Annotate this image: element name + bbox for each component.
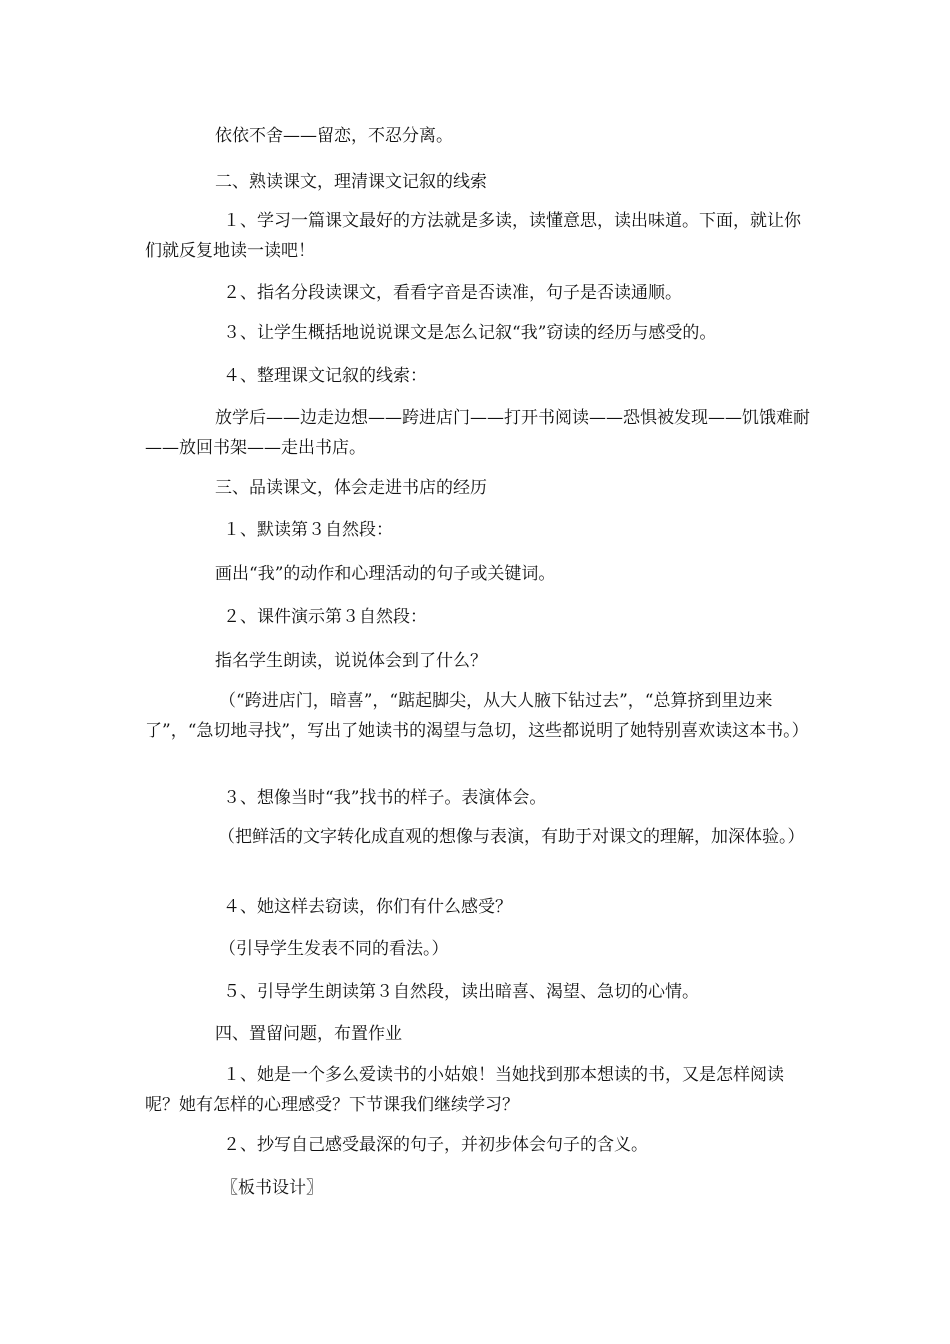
paragraph-step-4-2: ２、抄写自己感受最深的句子，并初步体会句子的含义。 bbox=[223, 1135, 648, 1155]
section-heading-4: 四、置留问题，布置作业 bbox=[215, 1024, 402, 1044]
paragraph-step-2-2: ２、指名分段读课文，看看字音是否读准，句子是否读通顺。 bbox=[223, 283, 682, 303]
paragraph-step-3-1: １、默读第３自然段： bbox=[223, 520, 393, 540]
paragraph-clue-sequence: 放学后——边走边想——跨进店门——打开书阅读——恐惧被发现——饥饿难耐——放回书架——走出书店。 bbox=[145, 408, 810, 458]
paragraph-step-2-1: １、学习一篇课文最好的方法就是多读，读懂意思，读出味道。下面，就让你们就反复地读一读吧！ bbox=[145, 211, 801, 261]
paragraph-definition: 依依不舍——留恋，不忍分离。 bbox=[215, 126, 453, 146]
paragraph-step-3-5: ５、引导学生朗读第３自然段，读出暗喜、渴望、急切的心情。 bbox=[223, 982, 699, 1002]
paragraph-step-3-4: ４、她这样去窃读，你们有什么感受？ bbox=[223, 897, 512, 917]
paragraph-reading: 指名学生朗读，说说体会到了什么？ bbox=[215, 651, 487, 671]
paragraph-step-4-1: １、她是一个多么爱读书的小姑娘！当她找到那本想读的书，又是怎样阅读呢？她有怎样的心理感受？下节课我们继续学习？ bbox=[145, 1065, 784, 1115]
paragraph-note-views: （引导学生发表不同的看法。） bbox=[219, 939, 449, 959]
paragraph-note-performance: （把鲜活的文字转化成直观的想像与表演，有助于对课文的理解，加深体验。） bbox=[218, 827, 805, 847]
paragraph-step-2-4: ４、整理课文记叙的线索： bbox=[223, 366, 427, 386]
board-design-heading: 〖板书设计〗 bbox=[221, 1178, 323, 1198]
paragraph-step-2-3: ３、让学生概括地说说课文是怎么记叙“我”窃读的经历与感受的。 bbox=[223, 323, 717, 343]
section-heading-2: 二、熟读课文，理清课文记叙的线索 bbox=[215, 172, 487, 192]
paragraph-step-3-3: ３、想像当时“我”找书的样子。表演体会。 bbox=[223, 788, 547, 808]
paragraph-step-3-2: ２、课件演示第３自然段： bbox=[223, 607, 427, 627]
paragraph-note-quotes: （“跨进店门，暗喜”，“踮起脚尖，从大人腋下钻过去”，“总算挤到里边来了”，“急切地寻找”，写出了她读书的渴望与急切，这些都说明了她特别喜欢读这本书。） bbox=[145, 691, 809, 741]
section-heading-3: 三、品读课文，体会走进书店的经历 bbox=[215, 478, 487, 498]
paragraph-instruction: 画出“我”的动作和心理活动的句子或关键词。 bbox=[215, 564, 556, 584]
